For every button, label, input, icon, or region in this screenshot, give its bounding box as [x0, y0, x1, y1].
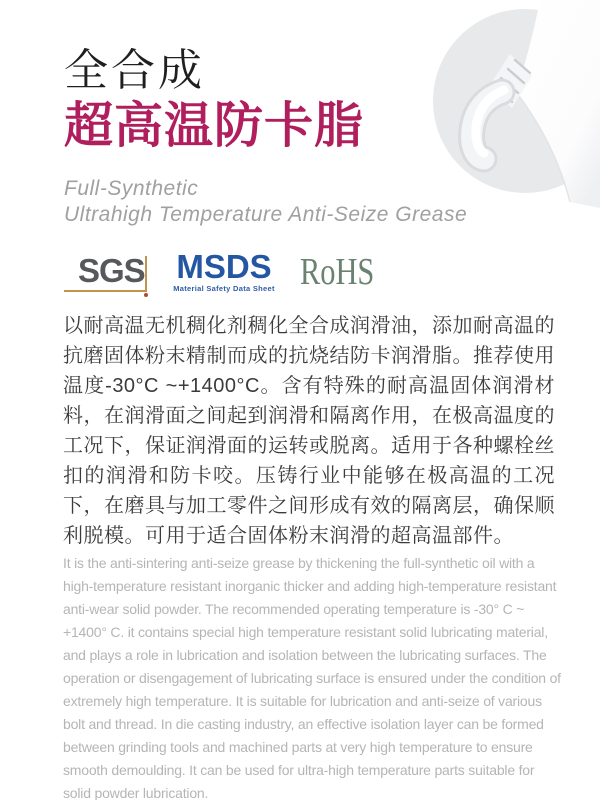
msds-logo-label: MSDS [176, 248, 272, 285]
subtitle-line-2: Ultrahigh Temperature Anti-Seize Grease [64, 203, 468, 227]
product-title-cn-accent: 超高温防卡脂 [64, 99, 365, 154]
description-chinese: 以耐高温无机稠化剂稠化全合成润滑油，添加耐高温的抗磨固体粉末精制而成的抗烧结防卡润滑脂。推荐使用温度-30°C ~+1400°C。含有特殊的耐高温固体润滑材料，在润滑面之间起到润滑和隔离作用，在极高温度的工况下，保证润滑面的运转或脱离。适用于各种螺栓丝扣的润滑和防卡咬。压铸行业中能够在极高温的工况下，在磨具与加工零件之间形成有效的隔离层，确保顺利脱模。可用于适合固体粉末润滑的超高温部件。 [63, 315, 555, 547]
title-block [64, 46, 467, 228]
sgs-underline-decoration [64, 290, 146, 292]
sgs-vertical-line-decoration [145, 256, 147, 292]
product-subtitle-en [64, 176, 467, 228]
sgs-logo-label: SGS [78, 252, 145, 289]
msds-logo [168, 248, 280, 293]
msds-logo-tagline: Material Safety Data Sheet [173, 284, 275, 293]
description-english: It is the anti-sintering anti-seize grease by thickening the full-synthetic oil with a high-temperature resistant inorganic thicker and adding high-temperature resistant anti-wear solid powder. The recommended operating temperature is -30° C ~ +1400° C. it contains special high temperature resistant solid lubricating material, and plays a role in lubrication and isolation between the lubricating surfaces. The operation or disengagement of lubricating surface is ensured under the condition of extremely high temperature. It is suitable for lubrication and anti-seize of various bolt and thread. In die casting industry, an effective isolation layer can be formed between grinding tools and machined parts at very high temperature to ensure smooth demoulding. It can be used for ultra-high temperature parts suitable for solid powder lubrication. [63, 555, 561, 800]
rohs-logo [300, 251, 393, 293]
subtitle-line-1: Full-Synthetic [64, 177, 199, 201]
sgs-dot-decoration [144, 293, 148, 297]
rohs-logo-label: RoHS [300, 251, 375, 293]
sgs-logo [64, 252, 148, 296]
product-title-cn: 全合成 [64, 46, 205, 95]
